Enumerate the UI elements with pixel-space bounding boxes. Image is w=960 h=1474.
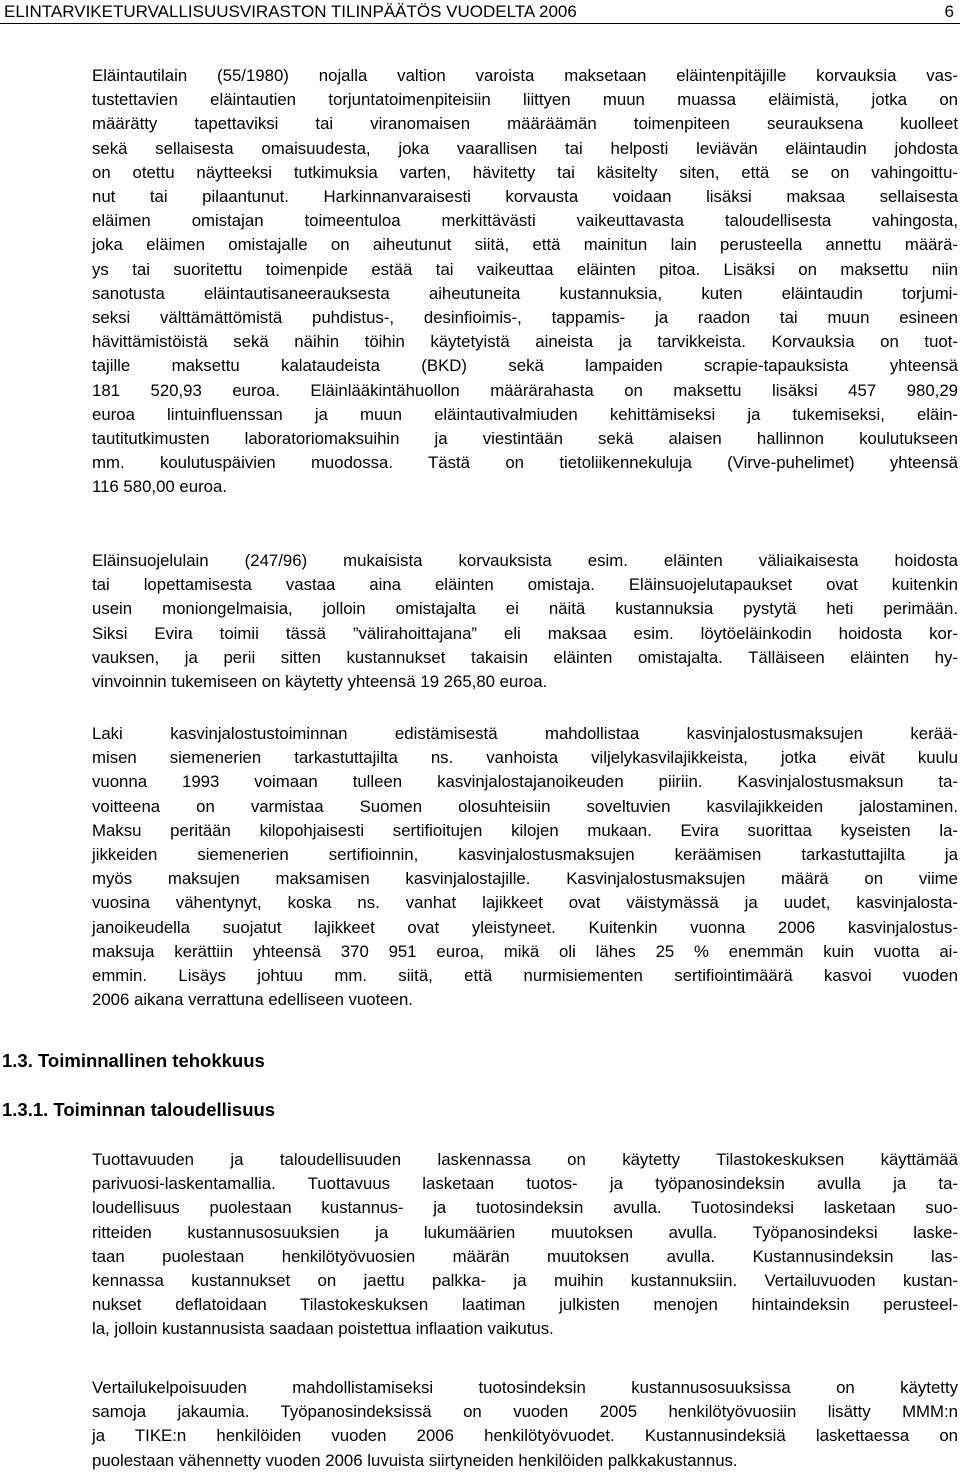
text-line: Eläinsuojelulain (247/96) mukaisista korvauksista esim. eläinten väliaikaisesta hoidosta	[92, 551, 958, 570]
text-line: nukset deflatoidaan Tilastokeskuksen laatiman julkisten menojen hintaindeksin perusteel-	[92, 1295, 958, 1315]
text-line: tajille maksettu kalataudeista (BKD) sekä lampaiden scrapie-tapauksista yhteensä	[92, 356, 958, 376]
text-line: voitteena on varmistaa Suomen olosuhteisiin soveltuvien kasvilajikkeiden jalostaminen.	[92, 796, 958, 816]
text-line: 2006 aikana verrattuna edelliseen vuoteen.	[92, 990, 413, 1010]
text-line: mm. koulutuspäivien muodossa. Tästä on tietoliikennekuluja (Virve-puhelimet) yhteensä	[92, 453, 958, 473]
text-line: ja TIKE:n henkilöiden vuoden 2006 henkilötyövuodet. Kustannusindeksiä laskettaessa on	[92, 1426, 958, 1446]
text-line: janoikeudella suojatut lajikkeet ovat yleistyneet. Kuitenkin vuonna 2006 kasvinjalostus-	[92, 917, 958, 937]
paragraph-animal-disease-compensation	[92, 64, 958, 500]
text-line: loudellisuus puolestaan kustannus- ja tuotosindeksin avulla. Tuotosindeksi lasketaan suo-	[92, 1198, 958, 1218]
paragraph-plant-breeding-fees	[92, 722, 958, 1012]
text-line: seksi välttämättömistä puhdistus-, desinfioimis-, tappamis- ja raadon tai muun esineen	[92, 308, 958, 328]
text-line: ys tai suoritettu toimenpide estää tai vaikeuttaa eläinten pitoa. Lisäksi on maksettu niin	[92, 259, 958, 279]
report-title: ELINTARVIKETURVALLISUUSVIRASTON TILINPÄÄTÖS VUODELTA 2006	[4, 2, 577, 21]
text-line: Maksu peritään kilopohjaisesti sertifioitujen kilojen mukaan. Evira suorittaa kyseisten la-	[92, 820, 958, 840]
text-line: puolestaan vähennetty vuoden 2006 luvuista siirtyneiden henkilöiden palkkakustannus.	[92, 1450, 738, 1470]
text-line: euroa lintuinfluenssan ja muun eläintautivalmiuden kehittämiseksi ja tukemiseksi, eläin-	[92, 404, 958, 424]
text-line: tautitutkimusten laboratoriomaksuihin ja viestintään sekä alaisen hallinnon koulutukseen	[92, 429, 958, 449]
text-line: Tuottavuuden ja taloudellisuuden laskennassa on käytetty Tilastokeskuksen käyttämää	[92, 1150, 958, 1169]
text-line: eläimen omistajan toimeentuloa merkittävästi vaikeuttavasta taloudellisesta vahingosta,	[92, 211, 958, 231]
text-line: Laki kasvinjalostustoiminnan edistämisestä mahdollistaa kasvinjalostusmaksujen kerää-	[92, 724, 958, 743]
text-line: vauksen, ja perii sitten kustannukset takaisin eläinten omistajalta. Tälläiseen eläinten hy-	[92, 647, 958, 667]
text-line: vinvoinnin tukemiseen on käytetty yhteensä 19 265,80 euroa.	[92, 672, 548, 692]
text-line: myös maksujen maksamisen kasvinjalostajille. Kasvinjalostusmaksujen määrä on viime	[92, 869, 958, 889]
page-header	[0, 0, 960, 24]
page-number: 6	[944, 2, 954, 21]
text-line: on otettu näytteeksi tutkimuksia varten, hävitetty tai käsitelty siten, että se on vahingoittu-	[92, 162, 958, 182]
paragraph-animal-welfare-compensation	[92, 549, 958, 694]
text-line: kennassa kustannukset on jaettu palkka- ja muihin kustannuksiin. Vertailuvuoden kustan-	[92, 1271, 958, 1291]
text-line: Siksi Evira toimii tässä ”välirahoittajana” eli maksaa esim. löytöeläinkodin hoidosta kor-	[92, 623, 958, 643]
text-line: parivuosi-laskentamallia. Tuottavuus lasketaan tuotos- ja työpanosindeksin avulla ja ta-	[92, 1174, 958, 1194]
text-line: misen siemenerien tarkastuttajilta ns. vanhoista viljelykasvilajikkeista, jotka eivät kuulu	[92, 748, 958, 768]
text-line: sekä sellaisesta omaisuudesta, joka vaarallisen tai helposti leviävän eläintaudin johdosta	[92, 138, 958, 158]
paragraph-productivity-calculation	[92, 1148, 958, 1342]
text-line: emmin. Lisäys johtuu mm. siitä, että nurmisiementen sertifiointimäärä kasvoi vuoden	[92, 966, 958, 986]
text-line: jikkeiden siemenerien sertifioinnin, kasvinjalostusmaksujen keräämisen tarkastuttajilta ja	[92, 845, 958, 865]
text-line: nut tai pilaantunut. Harkinnanvaraisesti korvausta voidaan lisäksi maksaa sellaisesta	[92, 187, 958, 207]
text-line: 116 580,00 euroa.	[92, 477, 227, 497]
text-line: määrätty tapettaviksi tai viranomaisen määräämän toimenpiteen seurauksena kuolleet	[92, 114, 958, 134]
text-line: joka eläimen omistajalle on aiheutunut siitä, että mainitun lain perusteella annettu määrä-	[92, 235, 958, 255]
text-line: tustettavien eläintautien torjuntatoimenpiteisiin liittyen muun muassa eläimistä, jotka on	[92, 90, 958, 110]
text-line: 181 520,93 euroa. Eläinlääkintähuollon määrärahasta on maksettu lisäksi 457 980,29	[92, 380, 958, 400]
text-line: usein moniongelmaisia, jolloin omistajalta ei näitä kustannuksia pystytä heti perimään.	[92, 599, 958, 619]
text-line: Eläintautilain (55/1980) nojalla valtion varoista maksetaan eläintenpitäjille korvauksia vas-	[92, 66, 958, 85]
text-line: maksuja kerättiin yhteensä 370 951 euroa, mikä oli lähes 25 % enemmän kuin vuotta ai-	[92, 941, 958, 961]
text-line: la, jolloin kustannusista saadaan poistettua inflaation vaikutus.	[92, 1319, 554, 1339]
text-line: samoja jakaumia. Työpanosindeksissä on vuoden 2005 henkilötyövuosiin lisätty MMM:n	[92, 1402, 958, 1422]
text-line: ritteiden kustannusosuuksien ja lukumäärien muutoksen avulla. Työpanosindeksi laske-	[92, 1222, 958, 1242]
text-line: tai lopettamisesta vastaa aina eläinten omistaja. Eläinsuojelutapaukset ovat kuitenkin	[92, 575, 958, 595]
text-line: Vertailukelpoisuuden mahdollistamiseksi tuotosindeksin kustannusosuuksissa on käytetty	[92, 1378, 958, 1397]
text-line: sanotusta eläintautisaneerauksesta aiheutuneita kustannuksia, kuten eläintaudin torjumi-	[92, 283, 958, 303]
section-heading-economy-of-operations: 1.3.1. Toiminnan taloudellisuus	[2, 1099, 276, 1120]
text-line: hävittämistöistä sekä näihin töihin käytetyistä aineista ja tarvikkeista. Korvauksia on tuot-	[92, 332, 958, 352]
text-line: vuosina vähentynyt, koska ns. vanhat lajikkeet ovat väistymässä ja uudet, kasvinjalosta-	[92, 893, 958, 913]
text-line: taan puolestaan henkilötyövuosien määrän muutoksen avulla. Kustannusindeksin las-	[92, 1246, 958, 1266]
section-heading-operational-efficiency: 1.3. Toiminnallinen tehokkuus	[2, 1050, 265, 1071]
paragraph-comparability	[92, 1376, 958, 1473]
text-line: vuonna 1993 voimaan tulleen kasvinjalostajanoikeuden piiriin. Kasvinjalostusmaksun ta-	[92, 772, 958, 792]
